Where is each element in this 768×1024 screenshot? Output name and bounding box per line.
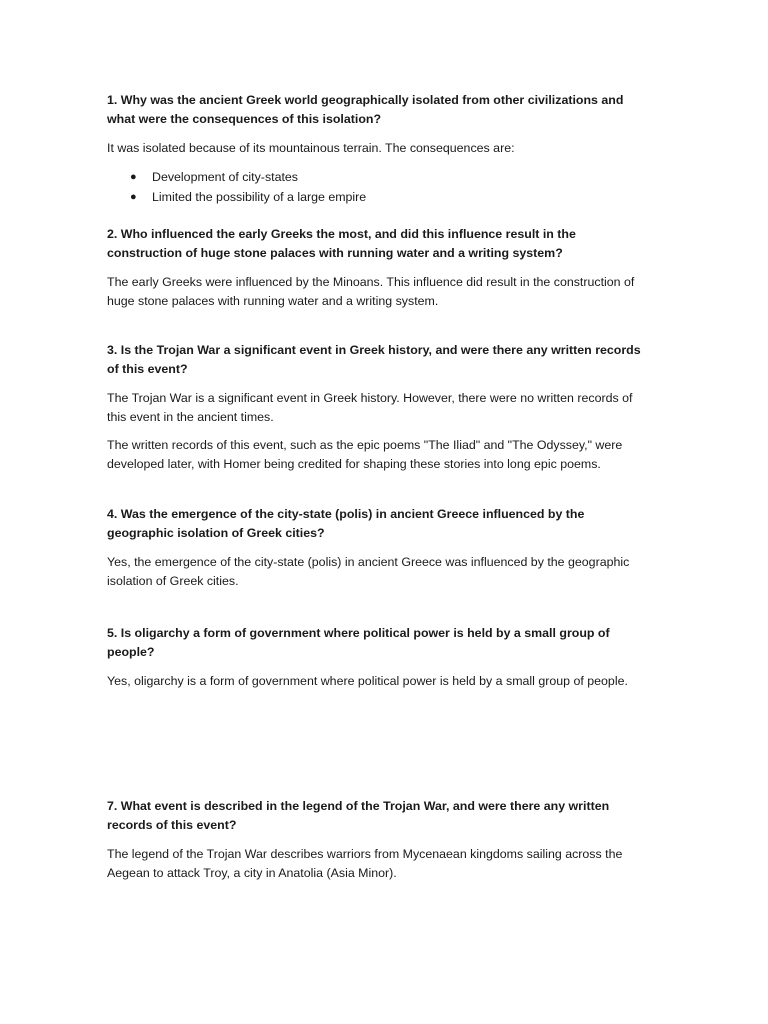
- answer-3a: The Trojan War is a significant event in Greek history. However, there were no written records of this event in the ancient times.: [107, 391, 633, 424]
- question-4: 4. Was the emergence of the city-state (polis) in ancient Greece influenced by the geographic isolation of Greek cities?: [107, 507, 585, 540]
- bullet-icon: ●: [130, 171, 137, 183]
- question-5: 5. Is oligarchy a form of government where political power is held by a small group of people?: [107, 626, 610, 659]
- qa-section-5: [107, 624, 652, 691]
- answer-3b: The written records of this event, such as the epic poems "The Iliad" and "The Odyssey," were developed later, with Homer being credited for shaping these stories into long epic poems.: [107, 438, 623, 471]
- list-item: [130, 187, 652, 207]
- qa-section-2: [107, 225, 652, 311]
- qa-section-7: [107, 797, 652, 883]
- answer-7: The legend of the Trojan War describes warriors from Mycenaean kingdoms sailing across the Aegean to attack Troy, a city in Anatolia (Asia Minor).: [107, 847, 623, 880]
- question-2: 2. Who influenced the early Greeks the most, and did this influence result in the construction of huge stone palaces with running water and a writing system?: [107, 227, 576, 260]
- answer-4: Yes, the emergence of the city-state (polis) in ancient Greece was influenced by the geographic isolation of Greek cities.: [107, 555, 630, 588]
- answer-1: It was isolated because of its mountainous terrain. The consequences are:: [107, 141, 515, 155]
- question-7: 7. What event is described in the legend of the Trojan War, and were there any written records of this event?: [107, 799, 610, 832]
- list-item: [130, 167, 652, 187]
- bullet-icon: ●: [130, 191, 137, 203]
- qa-section-4: [107, 505, 652, 591]
- consequences-list: [107, 167, 652, 207]
- answer-5: Yes, oligarchy is a form of government where political power is held by a small group of people.: [107, 674, 628, 688]
- qa-section-1: [107, 91, 652, 207]
- list-item-text: Development of city-states: [152, 170, 298, 184]
- qa-section-3: [107, 341, 652, 474]
- question-3: 3. Is the Trojan War a significant event in Greek history, and were there any written records of this event?: [107, 343, 641, 376]
- document-page: [107, 91, 652, 892]
- answer-2: The early Greeks were influenced by the Minoans. This influence did result in the construction of huge stone palaces with running water and a writing system.: [107, 275, 635, 308]
- question-1: 1. Why was the ancient Greek world geographically isolated from other civilizations and what were the consequences of this isolation?: [107, 93, 624, 126]
- list-item-text: Limited the possibility of a large empire: [152, 190, 367, 204]
